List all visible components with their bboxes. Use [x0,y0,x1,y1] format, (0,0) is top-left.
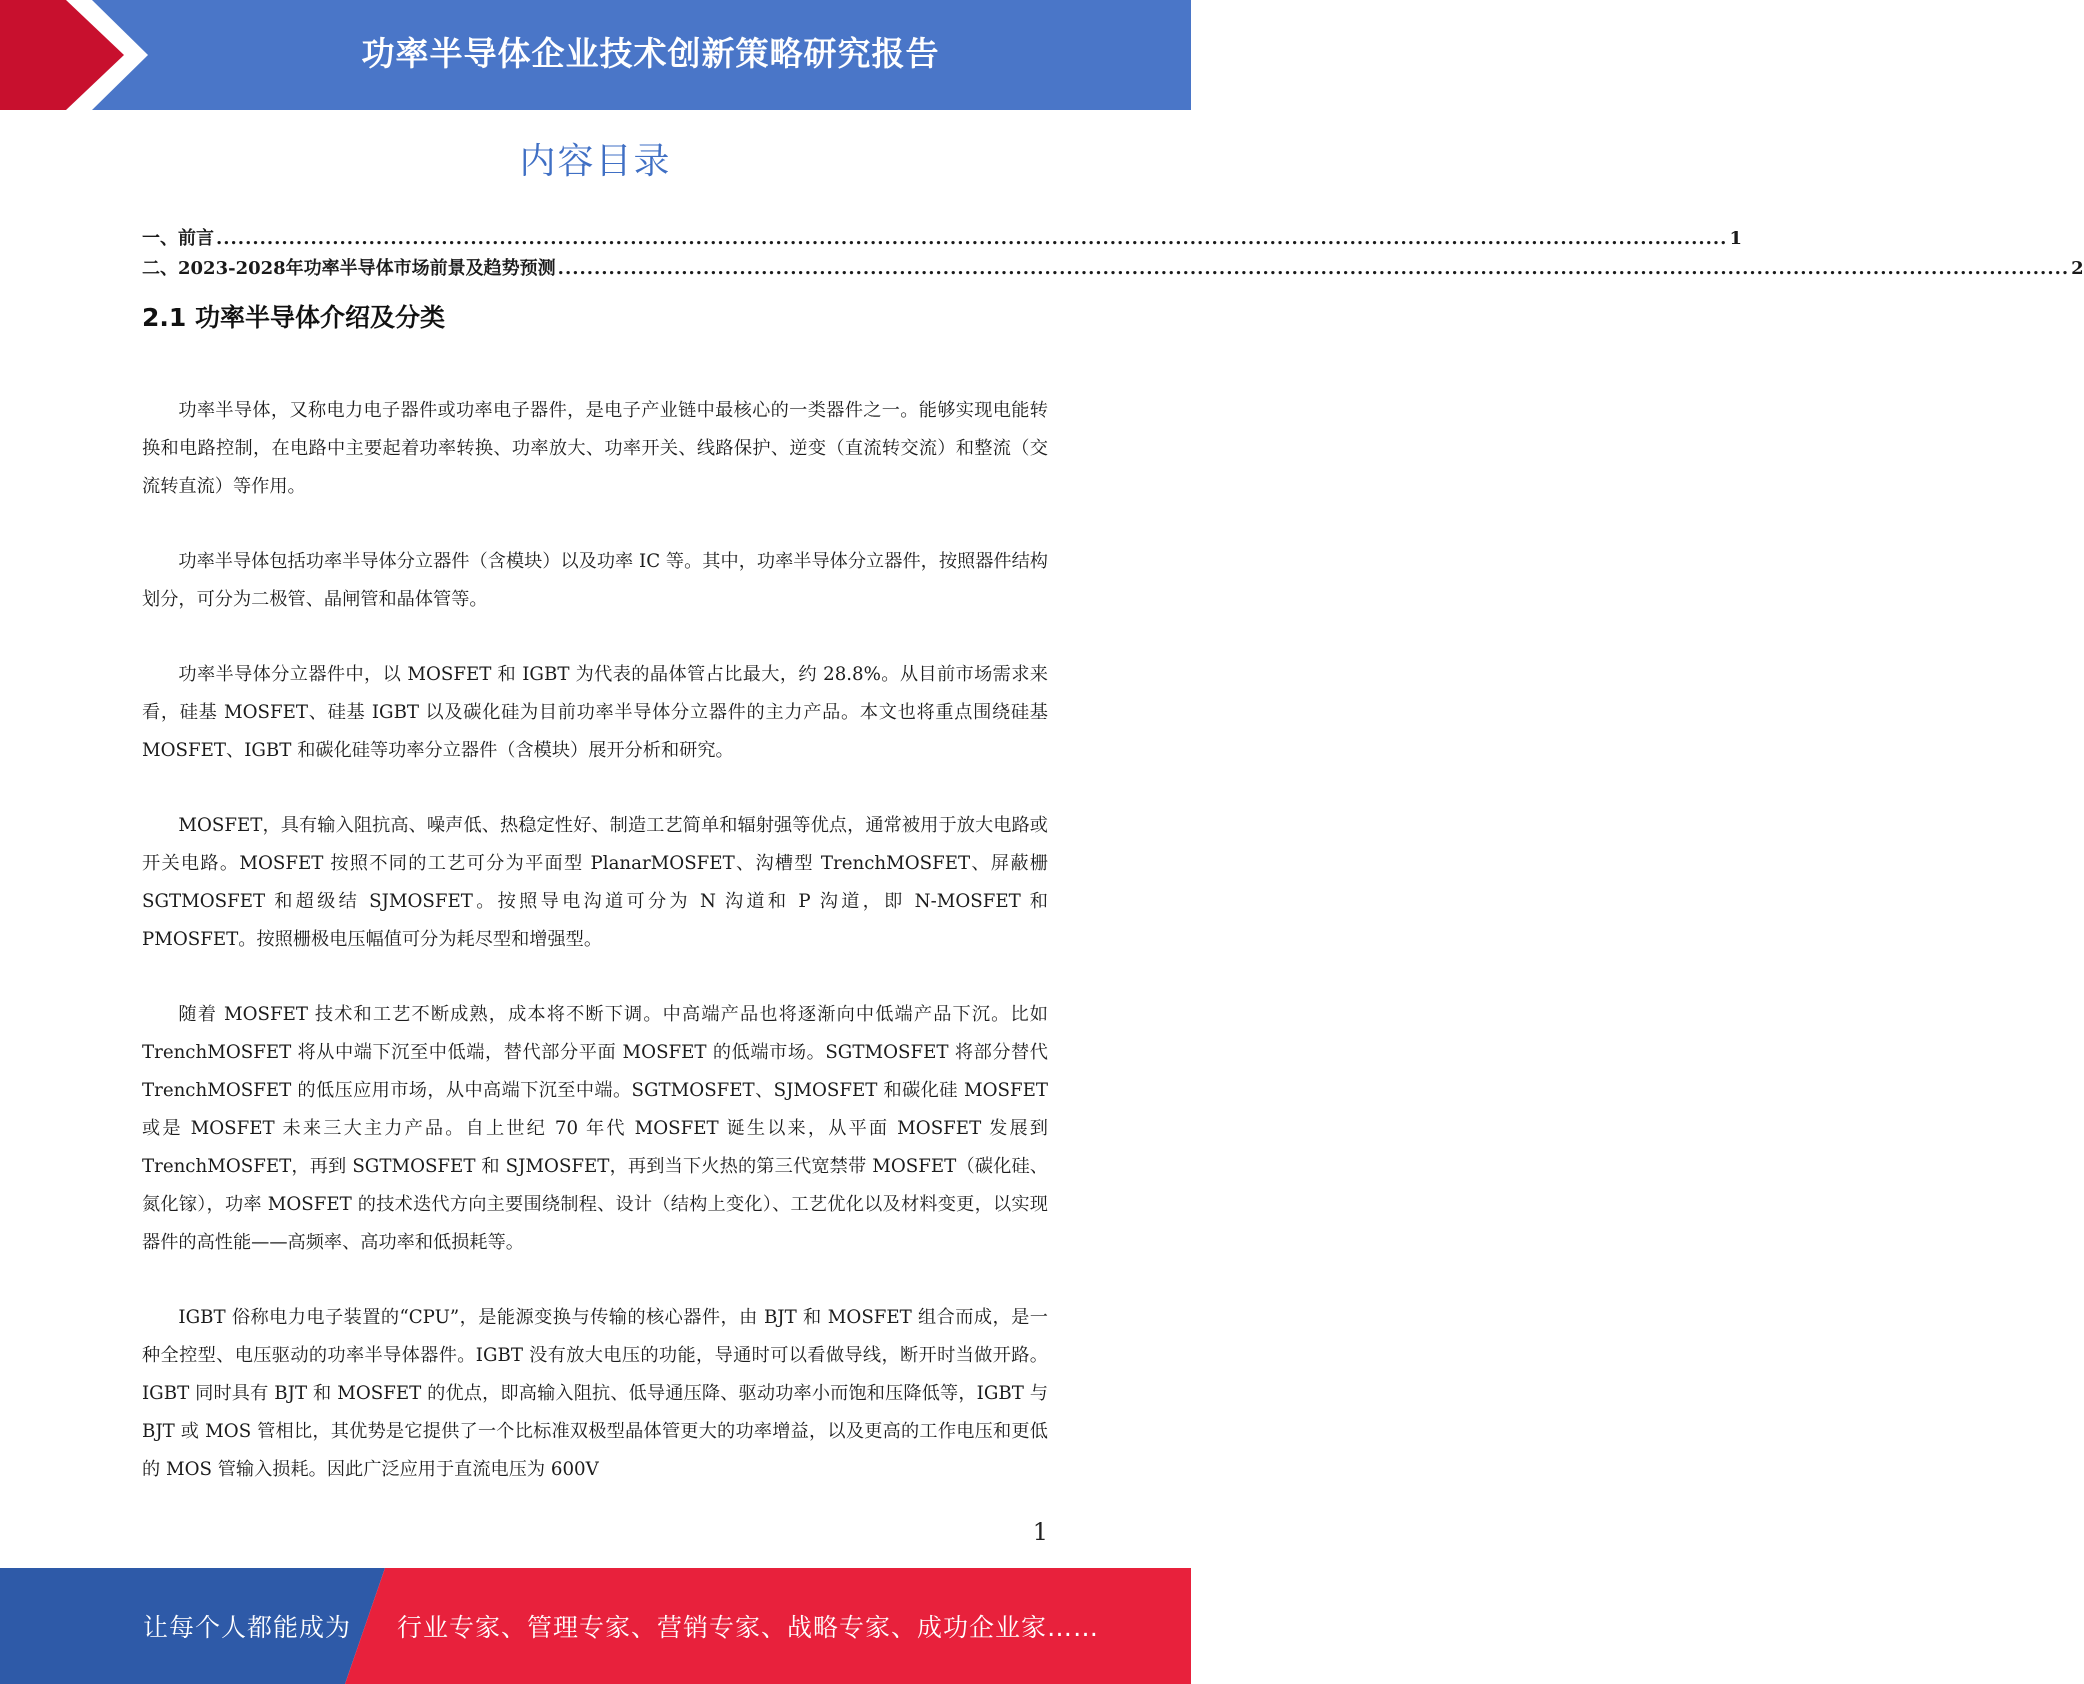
page-number: 1 [1032,1518,1048,1546]
toc-item-market-forecast[interactable] [142,254,2084,284]
toc-title: 内容目录 [519,141,672,182]
toc-item-preface[interactable] [142,224,1742,254]
toc-leader-dots: ................................................................................................................................................................................................................ [216,228,1728,249]
body-text [142,392,1048,1526]
header-band [0,0,1191,110]
toc-item-page: 1 [1729,228,1742,249]
toc-item-page: 2 [2071,258,2084,279]
table-of-contents [142,224,2084,284]
toc-item-label: 二、2023-2028年功率半导体市场前景及趋势预测 [142,258,556,279]
paragraph: 随着 MOSFET 技术和工艺不断成熟，成本将不断下调。中高端产品也将逐渐向中低端产品下沉。比如 TrenchMOSFET 将从中端下沉至中低端，替代部分平面 MOSFET 的低端市场。SGTMOSFET 将部分替代 TrenchMOSFET 的低压应用市场，从中高端下沉至中端。SGTMOSFET、SJMOSFET 和碳化硅 MOSFET 或是 MOSFET 未来三大主力产品。自上世纪 70 年代 MOSFET 诞生以来，从平面 MOSFET 发展到 TrenchMOSFET，再到 SGTMOSFET 和 SJMOSFET，再到当下火热的第三代宽禁带 MOSFET（碳化硅、氮化镓），功率 MOSFET 的技术迭代方向主要围绕制程、设计（结构上变化）、工艺优化以及材料变更，以实现器件的高性能——高频率、高功率和低损耗等。 [142,1004,1048,1253]
section-heading: 2.1 功率半导体介绍及分类 [142,303,445,332]
footer-slogan-right: 行业专家、管理专家、营销专家、战略专家、成功企业家…… [397,1613,1100,1642]
paragraph: IGBT 俗称电力电子装置的“CPU”，是能源变换与传输的核心器件，由 BJT 和 MOSFET 组合而成，是一种全控型、电压驱动的功率半导体器件。IGBT 没有放大电压的功能，导通时可以看做导线，断开时当做开路。IGBT 同时具有 BJT 和 MOSFET 的优点，即高输入阻抗、低导通压降、驱动功率小而饱和压降低等，IGBT 与 BJT 或 MOS 管相比，其优势是它提供了一个比标准双极型晶体管更大的功率增益，以及更高的工作电压和更低的 MOS 管输入损耗。因此广泛应用于直流电压为 600V [142,1307,1048,1480]
toc-item-label: 一、前言 [142,228,214,249]
paragraph: MOSFET，具有输入阻抗高、噪声低、热稳定性好、制造工艺简单和辐射强等优点，通常被用于放大电路或开关电路。MOSFET 按照不同的工艺可分为平面型 PlanarMOSFET、沟槽型 TrenchMOSFET、屏蔽栅 SGTMOSFET 和超级结 SJMOSFET。按照导电沟道可分为 N 沟道和 P 沟道，即 N-MOSFET 和 PMOSFET。按照栅极电压幅值可分为耗尽型和增强型。 [142,815,1048,950]
paragraph: 功率半导体包括功率半导体分立器件（含模块）以及功率 IC 等。其中，功率半导体分立器件，按照器件结构划分，可分为二极管、晶闸管和晶体管等。 [142,551,1048,610]
toc-leader-dots: ................................................................................................................................................................................................................ [557,258,2070,279]
header-title: 功率半导体企业技术创新策略研究报告 [361,34,940,73]
paragraph: 功率半导体，又称电力电子器件或功率电子器件，是电子产业链中最核心的一类器件之一。能够实现电能转换和电路控制，在电路中主要起着功率转换、功率放大、功率开关、线路保护、逆变（直流转交流）和整流（交流转直流）等作用。 [142,400,1048,497]
footer-slogan-left: 让每个人都能成为 [143,1613,352,1642]
footer-band [0,1568,1191,1684]
paragraph: 功率半导体分立器件中，以 MOSFET 和 IGBT 为代表的晶体管占比最大，约 28.8%。从目前市场需求来看，硅基 MOSFET、硅基 IGBT 以及碳化硅为目前功率半导体分立器件的主力产品。本文也将重点围绕硅基 MOSFET、IGBT 和碳化硅等功率分立器件（含模块）展开分析和研究。 [142,664,1048,761]
